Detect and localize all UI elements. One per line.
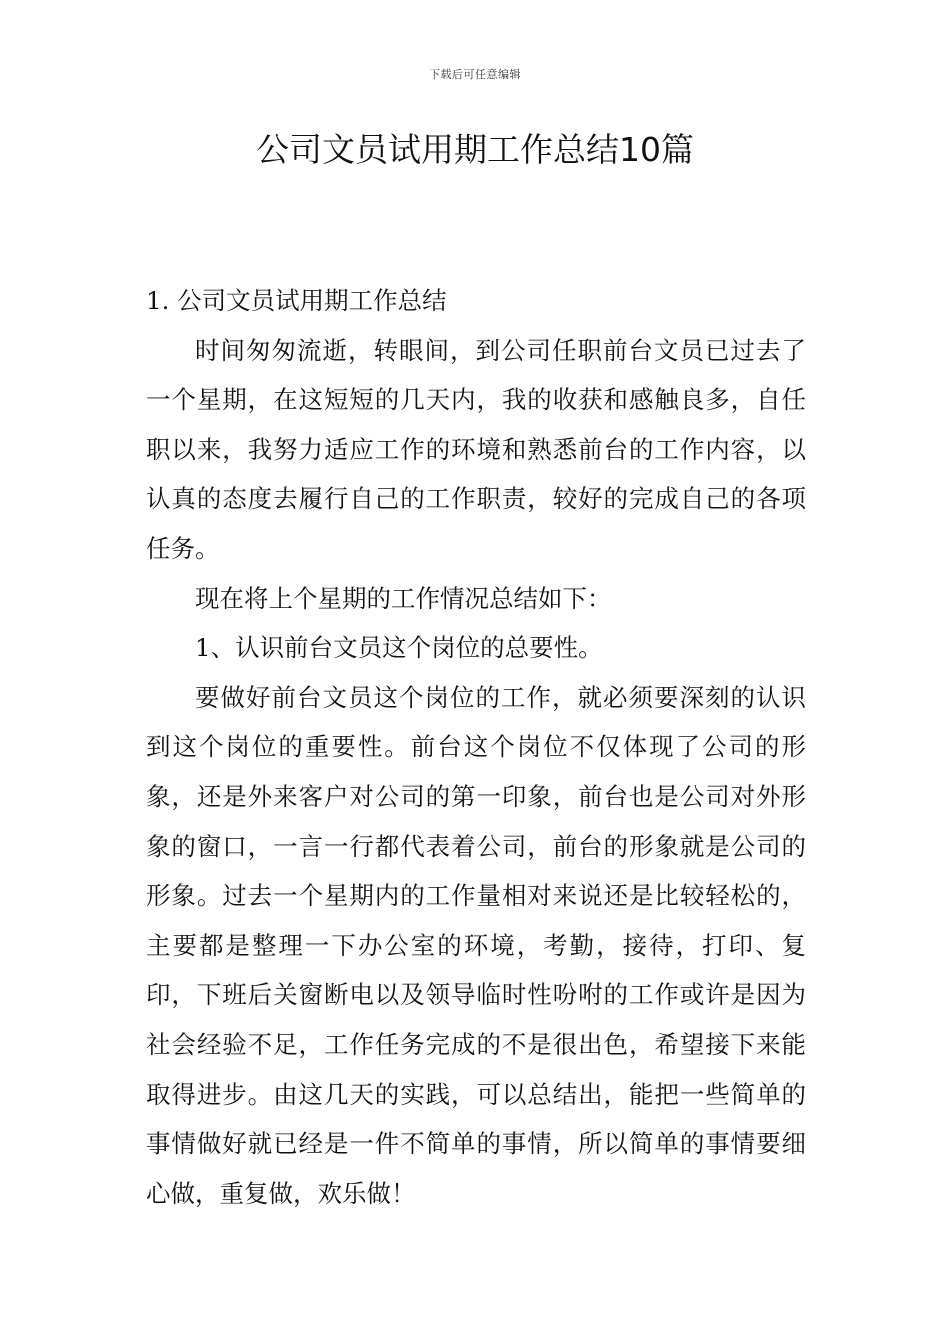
header-note: 下载后可任意编辑 (429, 68, 521, 81)
paragraph-point-one-detail: 要做好前台文员这个岗位的工作，就必须要深刻的认识到这个岗位的重要性。前台这个岗位不仅体现了公司的形象，还是外来客户对公司的第一印象，前台也是公司对外形象的窗口，一言一行都代表着公司，前台的形象就是公司的形象。过去一个星期内的工作量相对来说还是比较轻松的，主要都是整理一下办公室的环境，考勤，接待，打印、复印，下班后关窗断电以及领导临时性吩咐的工作或许是因为社会经验不足，工作任务完成的不是很出色，希望接下来能取得进步。由这几天的实践，可以总结出，能把一些简单的事情做好就已经是一件不简单的事情，所以简单的事情要细心做，重复做，欢乐做！ (146, 682, 806, 1208)
document-title: 公司文员试用期工作总结10篇 (256, 130, 694, 169)
paragraph-summary-lead: 现在将上个星期的工作情况总结如下： (195, 583, 612, 613)
section-heading: 1. 公司文员试用期工作总结 (146, 286, 447, 315)
document-body (146, 276, 806, 1218)
paragraph-point-one: 1、认识前台文员这个岗位的总要性。 (195, 633, 603, 663)
paragraph-intro: 时间匆匆流逝，转眼间，到公司任职前台文员已过去了一个星期，在这短短的几天内，我的收获和感触良多，自任职以来，我努力适应工作的环境和熟悉前台的工作内容，以认真的态度去履行自己的工作职责，较好的完成自己的各项任务。 (146, 335, 806, 563)
